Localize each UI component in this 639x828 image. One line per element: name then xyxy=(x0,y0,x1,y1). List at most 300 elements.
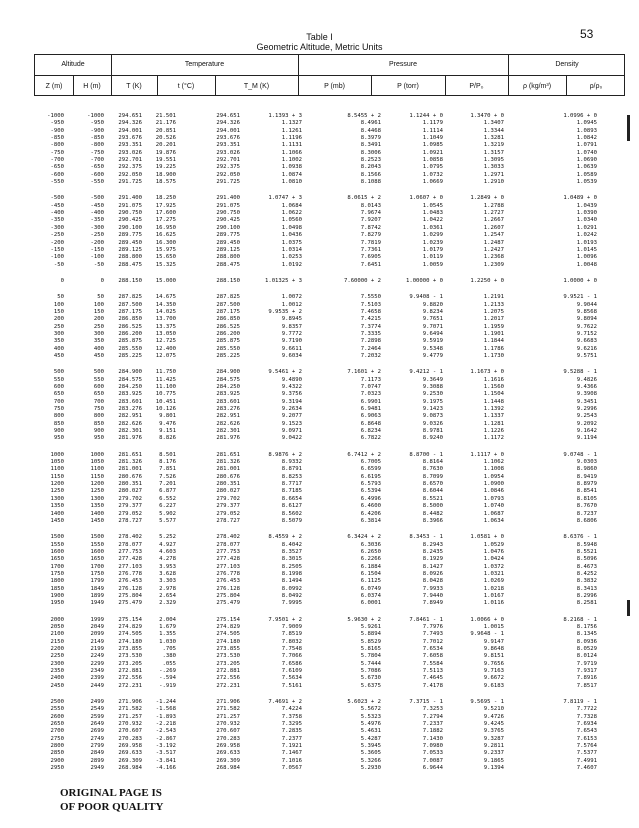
table-cell: 7.9317 xyxy=(576,668,597,675)
table-cell: 2350 xyxy=(50,668,64,675)
table-cell: 273.205 xyxy=(216,660,240,667)
table-row xyxy=(34,600,625,607)
table-cell: 9.6034 xyxy=(281,352,302,359)
table-cell: 1550 xyxy=(50,541,64,548)
table-cell: 1949 xyxy=(90,600,104,607)
table-cell: 1.00000 + 0 xyxy=(405,277,443,284)
table-cell: 7.7361 xyxy=(360,246,381,253)
table-cell: 270.932 xyxy=(118,721,142,728)
table-cell: 6.5793 xyxy=(360,481,381,488)
table-cell: -700 xyxy=(50,157,64,164)
table-cell: 284.250 xyxy=(118,384,142,390)
table-cell: 7.7548 xyxy=(281,646,302,652)
table-cell: -1000 xyxy=(87,113,104,119)
table-cell: 7.6905 xyxy=(360,254,381,261)
table-cell: 9.6683 xyxy=(576,338,597,345)
table-cell: 291.400 xyxy=(216,195,240,202)
table-cell: 8.7185 xyxy=(281,488,302,495)
table-cell: 750 xyxy=(53,406,64,413)
table-row xyxy=(34,262,625,269)
table-cell: 284.900 xyxy=(118,369,142,376)
table-cell: 6.0001 xyxy=(360,600,381,607)
table-cell: 274.829 xyxy=(216,623,240,630)
table-cell: 300 xyxy=(53,330,64,337)
table-cell: 3.628 xyxy=(159,570,176,577)
table-cell: 8.4042 xyxy=(281,541,302,548)
table-cell: 6.6599 xyxy=(360,466,381,473)
table-cell: 282.951 xyxy=(118,413,142,420)
table-cell: 2000 xyxy=(50,616,64,623)
table-cell: 8.9860 xyxy=(576,466,597,473)
row-block xyxy=(34,294,625,360)
table-row xyxy=(34,331,625,338)
table-row xyxy=(34,549,625,556)
table-cell: 8.3979 xyxy=(360,135,381,142)
table-cell: 2549 xyxy=(90,706,104,713)
table-cell: 5.9630 + 2 xyxy=(347,616,381,623)
table-cell: 21.501 xyxy=(155,113,176,119)
table-cell: 17.600 xyxy=(155,210,176,217)
table-row xyxy=(34,225,625,232)
table-row xyxy=(34,120,625,127)
table-cell: -400 xyxy=(90,210,104,217)
table-cell: 18.575 xyxy=(155,179,176,186)
table-cell: 294.001 xyxy=(216,127,240,134)
table-row xyxy=(34,661,625,668)
table-cell: 5.4631 xyxy=(360,728,381,735)
row-block xyxy=(34,113,625,186)
table-row xyxy=(34,346,625,353)
table-cell: 6.9901 xyxy=(360,398,381,405)
table-cell: 500 xyxy=(93,369,104,376)
table-row xyxy=(34,474,625,481)
table-cell: 292.701 xyxy=(216,157,240,164)
table-row xyxy=(34,413,625,420)
table-cell: 500 xyxy=(53,369,64,376)
table-cell: 7.8119 - 1 xyxy=(563,699,597,706)
table-row xyxy=(34,750,625,757)
table-cell: 5.3945 xyxy=(360,743,381,750)
table-cell: 9.9408 - 1 xyxy=(409,294,443,301)
table-cell: 1.2368 xyxy=(483,254,504,261)
table-cell: -3.192 xyxy=(155,743,176,750)
table-cell: 288.800 xyxy=(118,254,142,261)
table-cell: 400 xyxy=(93,345,104,352)
table-cell: 2299 xyxy=(90,660,104,667)
table-cell: 2100 xyxy=(50,631,64,638)
table-cell: 7.6451 xyxy=(360,261,381,268)
table-cell: -650 xyxy=(50,164,64,171)
table-cell: 1.1504 xyxy=(483,391,504,398)
table-cell: 5.8165 xyxy=(360,646,381,652)
table-cell: -950 xyxy=(90,120,104,127)
table-cell: 300 xyxy=(93,330,104,337)
table-cell: -900 xyxy=(90,127,104,134)
table-cell: 1450 xyxy=(50,517,64,524)
table-cell: 8.3832 xyxy=(576,578,597,585)
table-cell: 1.0842 xyxy=(576,135,597,142)
table-cell: 7.3253 xyxy=(422,706,443,713)
table-cell: 7.7722 xyxy=(576,706,597,713)
table-cell: 9.6672 xyxy=(483,675,504,682)
table-cell: 1.0239 xyxy=(422,239,443,246)
table-cell: -800 xyxy=(50,142,64,149)
table-cell: 7.7066 xyxy=(281,653,302,660)
table-cell: 281.651 xyxy=(118,451,142,458)
table-cell: 2349 xyxy=(90,668,104,675)
table-row xyxy=(34,157,625,164)
table-cell: 1.0390 xyxy=(576,210,597,217)
table-cell: 8.9781 xyxy=(422,428,443,435)
table-cell: 2200 xyxy=(50,646,64,652)
table-row xyxy=(34,247,625,254)
table-cell: 1.0372 xyxy=(483,563,504,570)
table-cell: 1.0639 xyxy=(576,164,597,171)
table-cell: 269.309 xyxy=(216,757,240,764)
table-cell: 1.0996 + 0 xyxy=(563,113,597,119)
table-cell: 277.753 xyxy=(118,548,142,555)
table-cell: 8.4252 xyxy=(576,570,597,577)
table-cell: 8.4468 xyxy=(360,127,381,134)
table-cell: 7.7493 xyxy=(422,631,443,638)
table-row xyxy=(34,564,625,571)
table-cell: 8.1566 xyxy=(360,171,381,178)
table-cell: 1.0059 xyxy=(422,261,443,268)
table-cell: 281.001 xyxy=(118,466,142,473)
table-cell: 9.801 xyxy=(159,413,176,420)
table-row xyxy=(34,668,625,675)
table-cell: 1.0436 xyxy=(281,232,302,239)
table-cell: 1600 xyxy=(50,548,64,555)
table-cell: 290.425 xyxy=(118,217,142,224)
table-row xyxy=(34,278,625,285)
table-cell: 287.825 xyxy=(216,294,240,301)
table-row xyxy=(34,586,625,593)
table-cell: 7.8949 xyxy=(422,600,443,607)
table-cell: 12.400 xyxy=(155,345,176,352)
table-cell: 5.7804 xyxy=(360,653,381,660)
table-cell: 284.900 xyxy=(216,369,240,376)
table-cell: 1.0145 xyxy=(576,246,597,253)
table-cell: 1.0740 xyxy=(483,503,504,510)
page-number: 53 xyxy=(580,27,594,41)
table-row xyxy=(34,294,625,301)
table-cell: 8.7237 xyxy=(576,510,597,517)
table-cell: 1.0291 xyxy=(576,224,597,231)
table-cell: 1000 xyxy=(90,451,104,458)
table-cell: 8.9419 xyxy=(576,473,597,480)
table-cell: 8.1494 xyxy=(281,578,302,585)
table-cell: 1.1786 xyxy=(483,345,504,352)
table-cell: 8.176 xyxy=(159,459,176,466)
table-cell: 1.0375 xyxy=(281,239,302,246)
table-cell: 2750 xyxy=(50,735,64,742)
table-cell: 1.0116 xyxy=(483,600,504,607)
table-cell: 9.5919 xyxy=(422,338,443,345)
table-cell: 2449 xyxy=(90,682,104,689)
table-row xyxy=(34,324,625,331)
table-cell: 8.1427 xyxy=(422,563,443,570)
table-cell: 7.3295 xyxy=(281,721,302,728)
table-cell: 13.050 xyxy=(155,330,176,337)
table-cell: 1.1002 xyxy=(281,157,302,164)
table-cell: 1.0498 xyxy=(281,224,302,231)
table-cell: 1.0314 xyxy=(281,246,302,253)
table-cell: 9.2634 xyxy=(281,406,302,413)
table-cell: 14.675 xyxy=(155,294,176,301)
table-cell: 11.425 xyxy=(155,376,176,383)
table-row xyxy=(34,758,625,765)
table-cell: 7.2835 xyxy=(281,728,302,735)
table-cell: 274.180 xyxy=(216,638,240,645)
table-cell: -50 xyxy=(93,261,104,268)
table-cell: 271.906 xyxy=(118,699,142,706)
table-cell: 1849 xyxy=(90,585,104,592)
table-row xyxy=(34,452,625,459)
table-cell: 277.428 xyxy=(216,556,240,563)
table-cell: 7.4215 xyxy=(360,316,381,323)
table-cell: 9.9044 xyxy=(576,301,597,308)
table-cell: 7.1430 xyxy=(422,735,443,742)
table-cell: -400 xyxy=(50,210,64,217)
table-cell: .380 xyxy=(162,653,176,660)
table-cell: 7.0567 xyxy=(281,765,302,772)
table-cell: 700 xyxy=(53,398,64,405)
table-cell: 8.4482 xyxy=(422,510,443,517)
table-cell: 1.0096 xyxy=(576,254,597,261)
table-cell: 5.5323 xyxy=(360,713,381,720)
table-cell: 276.128 xyxy=(216,585,240,592)
table-cell: 1.0253 xyxy=(281,254,302,261)
table-cell: 291.400 xyxy=(118,195,142,202)
table-cell: 9.1642 xyxy=(576,428,597,435)
table-cell: 9.1394 xyxy=(483,765,504,772)
table-cell: 1700 xyxy=(90,563,104,570)
table-row xyxy=(34,466,625,473)
table-cell: 285.225 xyxy=(118,352,142,359)
table-cell: 19.225 xyxy=(155,164,176,171)
table-cell: 9.7152 xyxy=(576,330,597,337)
table-cell: 1.2250 + 0 xyxy=(470,277,504,284)
table-cell: 9.5288 - 1 xyxy=(563,369,597,376)
table-cell: 8.9332 xyxy=(281,459,302,466)
table-cell: 1.1327 xyxy=(281,120,302,127)
table-row xyxy=(34,203,625,210)
table-cell: 1.1673 + 0 xyxy=(470,369,504,376)
table-cell: 285.550 xyxy=(118,345,142,352)
table-cell: 7.3774 xyxy=(360,323,381,330)
table-cell: 2749 xyxy=(90,735,104,742)
table-cell: 1.0545 xyxy=(422,202,443,209)
table-cell: 1899 xyxy=(90,592,104,599)
table-cell: 8.2581 xyxy=(576,600,597,607)
table-row xyxy=(34,113,625,120)
table-row xyxy=(34,399,625,406)
table-cell: 1.0793 xyxy=(483,495,504,502)
table-cell: 9.7071 xyxy=(422,323,443,330)
table-cell: 5.4287 xyxy=(360,735,381,742)
table-cell: -300 xyxy=(50,224,64,231)
table-cell: 2950 xyxy=(50,765,64,772)
table-cell: 1.2191 xyxy=(483,294,504,301)
table-row xyxy=(34,646,625,653)
table-cell: 8.6570 xyxy=(422,481,443,488)
table-cell: 282.626 xyxy=(216,420,240,427)
table-cell: 282.301 xyxy=(216,428,240,435)
table-row xyxy=(34,459,625,466)
table-cell: 270.283 xyxy=(216,735,240,742)
table-cell: 275.479 xyxy=(118,600,142,607)
table-cell: 9.4779 xyxy=(422,352,443,359)
table-cell: 272.231 xyxy=(118,682,142,689)
table-cell: 293.351 xyxy=(118,142,142,149)
table-cell: 7.2032 xyxy=(360,352,381,359)
table-cell: 11.750 xyxy=(155,369,176,376)
table-cell: 7.1016 xyxy=(281,757,302,764)
table-cell: 750 xyxy=(93,406,104,413)
table-cell: 1.2133 xyxy=(483,301,504,308)
table-cell: -600 xyxy=(50,171,64,178)
table-cell: 4.603 xyxy=(159,548,176,555)
table-cell: 271.257 xyxy=(118,713,142,720)
table-cell: 200 xyxy=(93,316,104,323)
table-cell: 12.075 xyxy=(155,352,176,359)
table-cell: 1.3219 xyxy=(483,142,504,149)
table-row xyxy=(34,639,625,646)
table-cell: 2249 xyxy=(90,653,104,660)
table-cell: 288.150 xyxy=(216,277,240,284)
table-cell: 18.900 xyxy=(155,171,176,178)
table-cell: 9.9521 - 1 xyxy=(563,294,597,301)
table-cell: 1.1179 xyxy=(422,120,443,127)
table-cell: 8.7099 xyxy=(422,473,443,480)
table-row xyxy=(34,240,625,247)
table-cell: 9.9535 + 2 xyxy=(268,308,302,315)
table-cell: 450 xyxy=(53,352,64,359)
table-cell: -850 xyxy=(50,135,64,142)
table-cell: -1.568 xyxy=(155,706,176,713)
table-cell: -750 xyxy=(50,149,64,156)
table-cell: 6.4600 xyxy=(360,503,381,510)
table-cell: 2499 xyxy=(90,699,104,706)
table-cell: -700 xyxy=(90,157,104,164)
table-cell: 289.450 xyxy=(118,239,142,246)
table-cell: 275.804 xyxy=(118,592,142,599)
table-cell: 2400 xyxy=(50,675,64,682)
table-cell: 1450 xyxy=(90,517,104,524)
table-cell: 2.978 xyxy=(159,585,176,592)
table-cell: 9.3765 xyxy=(483,728,504,735)
table-cell: 7.8742 xyxy=(360,224,381,231)
table-cell: 7.6058 xyxy=(422,653,443,660)
table-cell: 100 xyxy=(93,301,104,308)
row-block xyxy=(34,617,625,690)
table-cell: 277.103 xyxy=(118,563,142,570)
table-row xyxy=(34,728,625,735)
table-cell: 8.1998 xyxy=(281,570,302,577)
table-cell: 1100 xyxy=(50,466,64,473)
table-row xyxy=(34,421,625,428)
table-cell: 2900 xyxy=(50,757,64,764)
table-cell: -900 xyxy=(50,127,64,134)
table-row xyxy=(34,653,625,660)
table-cell: 1.2547 xyxy=(483,232,504,239)
table-cell: -100 xyxy=(90,254,104,261)
table-cell: 20.201 xyxy=(155,142,176,149)
table-cell: 2.329 xyxy=(159,600,176,607)
table-cell: 293.026 xyxy=(216,149,240,156)
table-cell: 1.2910 xyxy=(483,179,504,186)
table-cell: 7.4607 xyxy=(576,765,597,772)
table-cell: 1050 xyxy=(90,459,104,466)
table-cell: 274.180 xyxy=(118,638,142,645)
table-cell: 7.7012 xyxy=(422,638,443,645)
table-cell: 287.175 xyxy=(118,308,142,315)
table-cell: -2.867 xyxy=(155,735,176,742)
table-cell: 1.0560 xyxy=(281,217,302,224)
table-body xyxy=(34,113,625,782)
table-cell: 1.0119 xyxy=(422,254,443,261)
col-h: H (m) xyxy=(83,83,101,90)
table-cell: 8.826 xyxy=(159,435,176,442)
table-cell: 7.5103 xyxy=(360,301,381,308)
table-cell: 550 xyxy=(93,376,104,383)
table-cell: 1350 xyxy=(50,503,64,510)
table-row xyxy=(34,556,625,563)
table-cell: 3.953 xyxy=(159,563,176,570)
table-cell: 1.0483 xyxy=(422,210,443,217)
table-cell: 290.100 xyxy=(118,224,142,231)
margin-mark xyxy=(627,115,630,141)
table-cell: -1000 xyxy=(47,113,64,119)
table-cell: 1.0242 xyxy=(576,232,597,239)
table-cell: 800 xyxy=(53,413,64,420)
table-cell: -650 xyxy=(90,164,104,171)
table-cell: 272.556 xyxy=(216,675,240,682)
col-rho: ρ (kg/m³) xyxy=(522,83,552,90)
table-cell: 9.3451 xyxy=(576,398,597,405)
table-cell: 6.0749 xyxy=(360,585,381,592)
table-row xyxy=(34,617,625,624)
table-cell: 7.8519 xyxy=(281,631,302,638)
table-cell: 2149 xyxy=(90,638,104,645)
table-cell: 7.1467 xyxy=(281,750,302,757)
table-cell: 5.2930 xyxy=(360,765,381,772)
table-cell: 5.8894 xyxy=(360,631,381,638)
table-cell: 1.1226 xyxy=(483,428,504,435)
table-cell: 9.7772 xyxy=(281,330,302,337)
table-cell: 16.625 xyxy=(155,232,176,239)
group-temperature: Temperature xyxy=(184,61,225,68)
table-cell: -1.893 xyxy=(155,713,176,720)
table-cell: 273.530 xyxy=(216,653,240,660)
table-cell: -350 xyxy=(90,217,104,224)
table-cell: 286.200 xyxy=(118,330,142,337)
table-cell: 8.6044 xyxy=(422,488,443,495)
table-row xyxy=(34,534,625,541)
table-cell: 700 xyxy=(93,398,104,405)
table-cell: 8.3527 xyxy=(281,548,302,555)
table-cell: 279.377 xyxy=(118,503,142,510)
table-cell: 7.8279 xyxy=(360,232,381,239)
table-cell: 1150 xyxy=(90,473,104,480)
table-cell: 9.3908 xyxy=(576,391,597,398)
table-cell: 9.5751 xyxy=(576,352,597,359)
table-cell: 275.154 xyxy=(118,616,142,623)
table-cell: 1500 xyxy=(50,534,64,541)
table-cell: 280.676 xyxy=(216,473,240,480)
table-cell: 2899 xyxy=(90,757,104,764)
